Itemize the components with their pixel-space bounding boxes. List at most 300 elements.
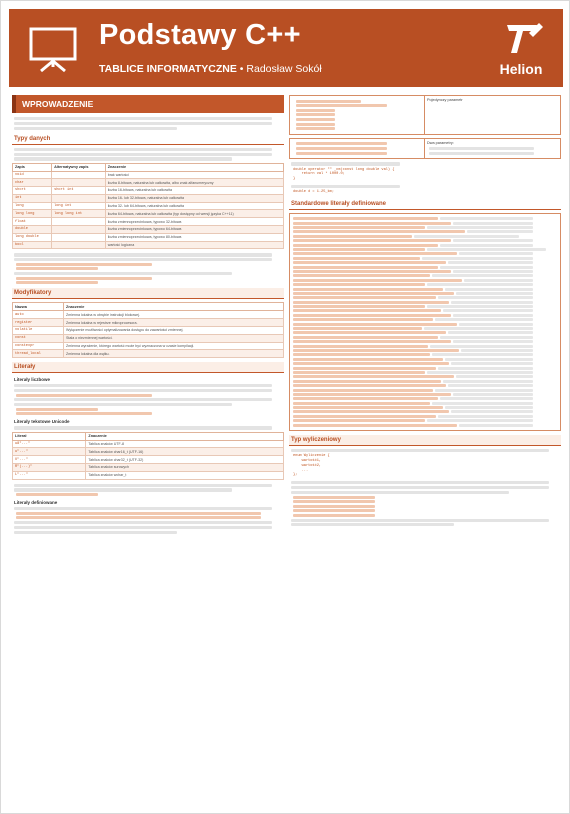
text-line bbox=[448, 384, 532, 387]
text-line bbox=[451, 301, 533, 304]
list-item bbox=[293, 252, 557, 255]
text-line bbox=[14, 253, 272, 256]
list-item bbox=[293, 226, 557, 229]
helion-logo bbox=[493, 19, 549, 81]
table-cell bbox=[52, 179, 106, 187]
table-cell: Wyłączenie możliwości optymalizowania dostępu do zawartości zmiennej. bbox=[64, 327, 284, 335]
table-cell: float bbox=[13, 218, 52, 226]
list-item bbox=[293, 367, 557, 370]
text-line bbox=[445, 358, 532, 361]
code-line bbox=[293, 509, 375, 512]
text-line bbox=[291, 162, 400, 165]
table-cell: Tablica znaków UTF-8 bbox=[86, 440, 284, 448]
table-row bbox=[13, 218, 284, 226]
text-line bbox=[291, 449, 549, 452]
text-line bbox=[438, 296, 533, 299]
table-header-cell: Zapis bbox=[13, 163, 52, 171]
table-cell: Zmienna lokalna dla wątku. bbox=[64, 350, 284, 358]
single-param-label: Pojedynczy parametr bbox=[427, 98, 463, 102]
table-cell: liczba 32- lub 64-bitowa, naturalna lub całkowita bbox=[105, 202, 283, 210]
whiteboard-icon bbox=[27, 23, 79, 75]
table-header-cell: Znaczenie bbox=[86, 432, 284, 440]
list-item bbox=[293, 402, 557, 405]
text-line bbox=[427, 419, 533, 422]
text-line bbox=[14, 507, 272, 510]
code-line bbox=[293, 288, 443, 291]
table-cell bbox=[52, 225, 106, 233]
list-item bbox=[293, 222, 557, 225]
table-cell: long long int bbox=[52, 210, 106, 218]
code-line bbox=[296, 147, 387, 150]
text-line bbox=[456, 375, 533, 378]
table-header-cell: Nazwa bbox=[13, 303, 64, 311]
code-line bbox=[293, 309, 441, 312]
text-line bbox=[453, 340, 532, 343]
table-cell: char bbox=[13, 179, 52, 187]
table-row bbox=[13, 179, 284, 187]
text-line bbox=[14, 272, 232, 275]
subheading-numeric-literals: Literały liczbowe bbox=[14, 377, 51, 383]
table-cell: R"(...)" bbox=[13, 463, 86, 471]
list-item bbox=[293, 292, 557, 295]
text-line bbox=[14, 403, 232, 406]
code-line bbox=[293, 375, 454, 378]
table-row bbox=[13, 471, 284, 479]
list-item bbox=[293, 318, 557, 321]
text-line bbox=[453, 314, 532, 317]
table-row bbox=[13, 334, 284, 342]
code-line bbox=[296, 127, 335, 130]
code-line bbox=[16, 516, 261, 519]
text-line bbox=[459, 424, 533, 427]
text-line bbox=[440, 266, 532, 269]
code-line bbox=[293, 235, 412, 238]
text-line bbox=[432, 353, 532, 356]
code-line bbox=[293, 389, 433, 392]
table-cell: liczba 8-bitowa, naturalna lub całkowita, albo znak alfanumeryczny bbox=[105, 179, 283, 187]
table-cell: liczba zmiennoprzecinkowa, typowo 64-bitowa bbox=[105, 225, 283, 233]
list-item bbox=[293, 305, 557, 308]
code-line bbox=[16, 394, 152, 397]
table-cell: constexpr bbox=[13, 342, 64, 350]
list-item bbox=[293, 248, 557, 251]
code-line bbox=[293, 345, 428, 348]
table-cell: wartość logiczna bbox=[105, 241, 283, 249]
text-line bbox=[459, 323, 533, 326]
subtitle-separator: • bbox=[239, 63, 244, 75]
code-line bbox=[293, 393, 451, 396]
text-line bbox=[14, 157, 232, 160]
table-cell: register bbox=[13, 319, 64, 327]
table-cell: auto bbox=[13, 311, 64, 319]
text-line bbox=[427, 305, 533, 308]
list-item bbox=[293, 336, 557, 339]
section-heading-enum: Typ wyliczeniowy bbox=[289, 435, 561, 446]
table-cell: bool bbox=[13, 241, 52, 249]
code-line bbox=[293, 226, 425, 229]
table-cell: brak wartości bbox=[105, 171, 283, 179]
code-line bbox=[293, 496, 375, 499]
list-item bbox=[293, 314, 557, 317]
table-cell: Tablica znaków char16_t (UTF-16) bbox=[86, 448, 284, 456]
table-cell: u"..." bbox=[13, 448, 86, 456]
table-row bbox=[13, 202, 284, 210]
code-line bbox=[296, 113, 335, 116]
code-line bbox=[293, 362, 449, 365]
table-cell: U"..." bbox=[13, 456, 86, 464]
section-heading-std-literals: Standardowe literały definiowane bbox=[289, 199, 561, 210]
table-row bbox=[13, 311, 284, 319]
list-item bbox=[293, 261, 557, 264]
text-line bbox=[14, 426, 272, 429]
code-line bbox=[293, 358, 443, 361]
code-line bbox=[293, 292, 454, 295]
code-line bbox=[293, 419, 425, 422]
table-header-cell: Znaczenie bbox=[105, 163, 283, 171]
table-cell: liczba 16-bitowa, naturalna lub całkowita bbox=[105, 187, 283, 195]
text-line bbox=[456, 292, 533, 295]
table-cell: u8"..." bbox=[13, 440, 86, 448]
code-line bbox=[293, 323, 457, 326]
code-line bbox=[293, 380, 441, 383]
operator-two-params-box bbox=[289, 138, 561, 160]
code-line bbox=[293, 296, 436, 299]
text-line bbox=[424, 327, 532, 330]
list-item bbox=[293, 331, 557, 334]
table-row bbox=[13, 440, 284, 448]
table-cell: Tablica znaków surowych bbox=[86, 463, 284, 471]
text-line bbox=[432, 274, 532, 277]
text-line bbox=[14, 148, 272, 151]
helion-logo-icon bbox=[493, 19, 549, 59]
list-item bbox=[293, 406, 557, 409]
text-line bbox=[459, 252, 533, 255]
code-line bbox=[293, 367, 436, 370]
code-line bbox=[293, 384, 446, 387]
text-line bbox=[438, 367, 533, 370]
table-cell: int bbox=[13, 194, 52, 202]
text-line bbox=[14, 122, 272, 125]
code-example-literal-use: double d = 1.25_km; bbox=[293, 190, 334, 195]
code-line bbox=[293, 397, 438, 400]
two-params-code bbox=[290, 139, 425, 159]
list-item bbox=[293, 358, 557, 361]
table-cell: Zmienna lokalna w obrębie instrukcji blokowej. bbox=[64, 311, 284, 319]
code-line bbox=[293, 318, 433, 321]
modifiers-table bbox=[12, 302, 284, 358]
table-row bbox=[13, 225, 284, 233]
list-item bbox=[293, 239, 557, 242]
text-line bbox=[414, 235, 520, 238]
code-line bbox=[293, 301, 449, 304]
operator-params-box bbox=[289, 95, 561, 135]
text-line bbox=[429, 147, 534, 150]
code-line bbox=[293, 500, 375, 503]
list-item bbox=[293, 283, 557, 286]
params-code-left bbox=[290, 96, 425, 134]
table-row bbox=[13, 241, 284, 249]
list-item bbox=[293, 362, 557, 365]
list-item bbox=[293, 419, 557, 422]
table-cell: liczba zmiennoprzecinkowa, typowo 32-bitowa bbox=[105, 218, 283, 226]
code-line bbox=[293, 353, 430, 356]
list-item bbox=[293, 301, 557, 304]
table-row bbox=[13, 463, 284, 471]
table-cell: Zmienna wyrażenie, którego wartość może być wyznaczona w czasie kompilacji. bbox=[64, 342, 284, 350]
table-cell: long bbox=[13, 202, 52, 210]
code-line bbox=[293, 283, 425, 286]
table-row bbox=[13, 350, 284, 358]
text-line bbox=[453, 393, 532, 396]
text-line bbox=[14, 258, 272, 261]
table-cell: long int bbox=[52, 202, 106, 210]
code-line bbox=[293, 314, 451, 317]
table-cell: Zmienna lokalna w rejestrze mikroprocesora. bbox=[64, 319, 284, 327]
code-line bbox=[293, 266, 438, 269]
list-item bbox=[293, 353, 557, 356]
list-item bbox=[293, 415, 557, 418]
code-line bbox=[293, 371, 425, 374]
table-cell bbox=[52, 171, 106, 179]
list-item bbox=[293, 389, 557, 392]
text-line bbox=[291, 486, 549, 489]
section-heading-literals: Literały bbox=[12, 362, 284, 373]
table-cell: long double bbox=[13, 233, 52, 241]
list-item bbox=[293, 345, 557, 348]
enum-code: enum Wyliczenie { wartość1, wartość2, ... }; bbox=[293, 454, 330, 478]
text-line bbox=[291, 491, 509, 494]
code-line bbox=[293, 217, 438, 220]
code-line bbox=[293, 257, 420, 260]
text-line bbox=[453, 239, 532, 242]
page-subtitle bbox=[99, 63, 322, 75]
list-item bbox=[293, 235, 557, 238]
table-row bbox=[13, 327, 284, 335]
left-column bbox=[12, 95, 284, 535]
table-cell bbox=[52, 233, 106, 241]
table-cell bbox=[52, 241, 106, 249]
code-line bbox=[293, 230, 465, 233]
code-line bbox=[293, 274, 430, 277]
code-line bbox=[16, 412, 152, 415]
intro-banner: WPROWADZENIE bbox=[12, 95, 284, 113]
list-item bbox=[293, 309, 557, 312]
list-item bbox=[293, 230, 557, 233]
table-header-cell: Literał bbox=[13, 432, 86, 440]
code-line bbox=[293, 415, 436, 418]
code-line bbox=[293, 244, 438, 247]
code-line bbox=[293, 336, 438, 339]
table-cell bbox=[52, 194, 106, 202]
text-line bbox=[438, 415, 533, 418]
text-line bbox=[443, 309, 533, 312]
list-item bbox=[293, 257, 557, 260]
table-cell: thread_local bbox=[13, 350, 64, 358]
table-row bbox=[13, 187, 284, 195]
list-item bbox=[293, 375, 557, 378]
code-line bbox=[293, 514, 375, 517]
table-row bbox=[13, 210, 284, 218]
list-item bbox=[293, 340, 557, 343]
list-item bbox=[293, 296, 557, 299]
code-line bbox=[293, 505, 375, 508]
text-line bbox=[467, 230, 533, 233]
page-title: Podstawy C++ bbox=[99, 19, 301, 51]
text-line bbox=[14, 484, 272, 487]
code-line bbox=[293, 270, 451, 273]
list-item bbox=[293, 393, 557, 396]
right-column bbox=[289, 95, 561, 528]
code-line bbox=[293, 406, 443, 409]
code-line bbox=[16, 281, 98, 284]
text-line bbox=[453, 222, 532, 225]
text-line bbox=[445, 288, 532, 291]
code-line bbox=[293, 402, 430, 405]
text-line bbox=[461, 349, 532, 352]
series-name: TABLICE INFORMATYCZNE bbox=[99, 63, 237, 75]
text-line bbox=[14, 488, 232, 491]
text-line bbox=[422, 257, 533, 260]
text-line bbox=[435, 318, 533, 321]
code-line bbox=[293, 424, 457, 427]
table-cell: volatile bbox=[13, 327, 64, 335]
text-line bbox=[440, 217, 532, 220]
list-item bbox=[293, 327, 557, 330]
code-line bbox=[293, 239, 451, 242]
code-line bbox=[293, 248, 425, 251]
code-line bbox=[296, 100, 361, 103]
list-item bbox=[293, 288, 557, 291]
text-line bbox=[291, 185, 400, 188]
std-literals-list bbox=[289, 213, 561, 431]
helion-logo-text: Helion bbox=[499, 61, 543, 77]
table-cell: L"..." bbox=[13, 471, 86, 479]
table-cell: liczba 64-bitowa, naturalna lub całkowita (typ dostępny od wersji języka C++11) bbox=[105, 210, 283, 218]
code-line bbox=[16, 408, 98, 411]
table-cell: Stała o niezmiennej wartości. bbox=[64, 334, 284, 342]
table-row bbox=[13, 171, 284, 179]
list-item bbox=[293, 266, 557, 269]
code-line bbox=[293, 252, 457, 255]
text-line bbox=[443, 380, 533, 383]
text-line bbox=[427, 248, 546, 251]
list-item bbox=[293, 279, 557, 282]
section-heading-modifiers: Modyfikatory bbox=[12, 288, 284, 299]
text-line bbox=[445, 406, 532, 409]
table-cell: Tablica znaków wchar_t bbox=[86, 471, 284, 479]
text-line bbox=[14, 384, 272, 387]
list-item bbox=[293, 270, 557, 273]
list-item bbox=[293, 371, 557, 374]
table-cell: liczba 16- lub 32-bitowa, naturalna lub całkowita bbox=[105, 194, 283, 202]
code-line bbox=[296, 118, 335, 121]
text-line bbox=[14, 526, 272, 529]
text-line bbox=[451, 362, 533, 365]
code-line bbox=[16, 263, 152, 266]
text-line bbox=[427, 371, 533, 374]
text-line bbox=[453, 270, 532, 273]
table-cell: const bbox=[13, 334, 64, 342]
table-cell: short bbox=[13, 187, 52, 195]
unicode-table bbox=[12, 432, 284, 480]
text-line bbox=[14, 531, 177, 534]
code-line bbox=[16, 512, 261, 515]
author-name: Radosław Sokół bbox=[246, 63, 322, 75]
text-line bbox=[14, 127, 177, 130]
code-line bbox=[293, 349, 459, 352]
code-line bbox=[293, 222, 451, 225]
text-line bbox=[448, 261, 532, 264]
code-line bbox=[296, 104, 387, 107]
table-row bbox=[13, 342, 284, 350]
params-desc-right bbox=[425, 96, 560, 134]
code-line bbox=[293, 327, 422, 330]
text-line bbox=[427, 283, 533, 286]
list-item bbox=[293, 380, 557, 383]
table-cell bbox=[52, 218, 106, 226]
text-line bbox=[14, 117, 272, 120]
list-item bbox=[293, 410, 557, 413]
text-line bbox=[429, 152, 534, 155]
table-cell: void bbox=[13, 171, 52, 179]
table-row bbox=[13, 448, 284, 456]
table-cell: short int bbox=[52, 187, 106, 195]
list-item bbox=[293, 274, 557, 277]
text-line bbox=[14, 398, 272, 401]
table-row bbox=[13, 456, 284, 464]
table-cell: liczba zmiennoprzecinkowa, typowo 80-bitowa bbox=[105, 233, 283, 241]
table-header-cell: Alternatywny zapis bbox=[52, 163, 106, 171]
types-table bbox=[12, 163, 284, 250]
header-banner bbox=[9, 9, 563, 87]
list-item bbox=[293, 323, 557, 326]
code-line bbox=[293, 279, 462, 282]
code-line bbox=[296, 152, 387, 155]
table-cell: Tablica znaków char32_t (UTF-32) bbox=[86, 456, 284, 464]
table-cell: long long bbox=[13, 210, 52, 218]
code-line bbox=[296, 142, 387, 145]
table-header-cell: Znaczenie bbox=[64, 303, 284, 311]
section-heading-types: Typy danych bbox=[12, 134, 284, 145]
list-item bbox=[293, 244, 557, 247]
code-line bbox=[296, 109, 335, 112]
code-line bbox=[293, 261, 446, 264]
code-line bbox=[293, 340, 451, 343]
text-line bbox=[14, 389, 272, 392]
text-line bbox=[440, 336, 532, 339]
text-line bbox=[427, 226, 533, 229]
text-line bbox=[291, 523, 454, 526]
text-line bbox=[435, 389, 533, 392]
text-line bbox=[448, 331, 532, 334]
code-line bbox=[16, 493, 98, 496]
text-line bbox=[440, 244, 532, 247]
list-item bbox=[293, 424, 557, 427]
text-line bbox=[291, 481, 549, 484]
text-line bbox=[464, 279, 533, 282]
text-line bbox=[432, 402, 532, 405]
subheading-defined-literals: Literały definiowane bbox=[14, 500, 58, 506]
code-line bbox=[296, 123, 335, 126]
table-row bbox=[13, 194, 284, 202]
code-line bbox=[16, 267, 98, 270]
table-cell: double bbox=[13, 225, 52, 233]
text-line bbox=[451, 410, 533, 413]
code-line bbox=[293, 410, 449, 413]
list-item bbox=[293, 349, 557, 352]
list-item bbox=[293, 217, 557, 220]
subheading-unicode-literals: Literały tekstowe Unicode bbox=[14, 419, 70, 425]
